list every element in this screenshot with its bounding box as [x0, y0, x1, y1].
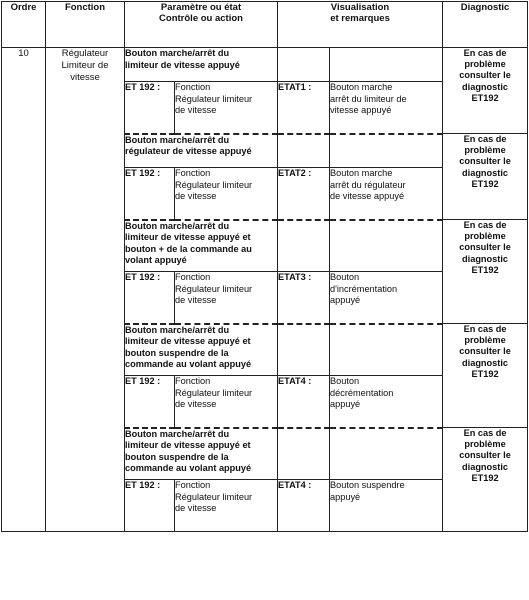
diagnostic-line: problème — [464, 231, 506, 242]
diagnostic-line: En cas de — [463, 324, 507, 334]
diagnostic-line: consulter le — [459, 450, 511, 461]
etat-code: ETAT3 : — [278, 272, 312, 282]
et-code: ET 192 : — [125, 168, 161, 178]
remarque-cell — [330, 376, 443, 428]
et-function-line: Fonction — [175, 480, 211, 490]
remarque-line: appuyé — [330, 399, 361, 409]
condition-line: limiteur de vitesse appuyé et — [125, 440, 251, 450]
header-fonction: Fonction — [46, 2, 125, 48]
diagnostic-line: consulter le — [459, 156, 511, 167]
et-code: ET 192 : — [125, 82, 161, 92]
diagnostic-table — [1, 1, 528, 532]
remarque-line: Bouton marche — [330, 82, 393, 92]
et-function-line: Régulateur limiteur — [175, 491, 253, 502]
remarque-cell — [330, 168, 443, 220]
etat-cell — [278, 168, 330, 220]
remarque-line: arrêt du limiteur de — [330, 93, 407, 104]
fonction-line: Régulateur — [61, 48, 109, 59]
et-function-cell — [175, 168, 278, 220]
et-code: ET 192 : — [125, 376, 161, 386]
diagnostic-line: ET192 — [471, 178, 499, 189]
condition-row — [2, 48, 528, 82]
diagnostic-cell — [443, 428, 528, 532]
empty-cell — [278, 428, 330, 480]
et-function-line: de vitesse — [175, 105, 217, 115]
etat-code: ETAT4 : — [278, 480, 312, 490]
remarque-cell — [330, 272, 443, 324]
diagnostic-line: ET192 — [471, 368, 499, 379]
fonction-line: vitesse — [70, 71, 100, 83]
condition-line: bouton suspendre de la — [125, 347, 229, 358]
fonction-cell — [46, 48, 125, 532]
fonction-line: Limiteur de — [61, 59, 109, 71]
empty-cell — [278, 324, 330, 376]
et-function-cell — [175, 82, 278, 134]
ordre-cell — [2, 48, 46, 532]
et-function-line: de vitesse — [175, 191, 217, 201]
condition-line: Bouton marche/arrêt du — [125, 134, 230, 145]
et-code-cell — [125, 272, 175, 324]
etat-code: ETAT4 : — [278, 376, 312, 386]
diagnostic-line: problème — [464, 59, 506, 70]
diagnostic-line: problème — [464, 439, 506, 450]
remarque-line: Bouton suspendre — [330, 480, 405, 490]
condition-line: limiteur de vitesse appuyé et — [125, 336, 251, 346]
condition-line: régulateur de vitesse appuyé — [125, 146, 252, 156]
document-page — [1, 1, 528, 598]
header-visualisation: Visualisation et remarques — [278, 2, 443, 48]
condition-line: Bouton marche/arrêt du — [125, 220, 230, 231]
et-code-cell — [125, 480, 175, 532]
condition-line: commande au volant appuyé — [125, 463, 252, 473]
et-function-line: Fonction — [175, 376, 211, 386]
remarque-line: appuyé — [330, 295, 361, 305]
et-code: ET 192 : — [125, 480, 161, 490]
remarque-cell — [330, 82, 443, 134]
empty-cell — [330, 324, 443, 376]
remarque-line: d'incrémentation — [330, 283, 398, 294]
remarque-line: appuyé — [330, 491, 361, 502]
diagnostic-cell — [443, 134, 528, 220]
empty-cell — [278, 220, 330, 272]
empty-cell — [330, 220, 443, 272]
header-row — [2, 2, 528, 48]
condition-cell — [125, 134, 278, 168]
diagnostic-line: consulter le — [459, 346, 511, 357]
et-function-line: Fonction — [175, 168, 211, 178]
condition-line: Bouton marche/arrêt du — [125, 428, 230, 439]
et-function-line: Fonction — [175, 272, 211, 282]
diagnostic-line: diagnostic — [462, 253, 508, 264]
condition-cell — [125, 48, 278, 82]
header-parametre: Paramètre ou état Contrôle ou action — [125, 2, 278, 48]
etat-cell — [278, 82, 330, 134]
header-diagnostic: Diagnostic — [443, 2, 528, 48]
etat-cell — [278, 272, 330, 324]
diagnostic-line: En cas de — [463, 134, 507, 144]
et-function-line: Fonction — [175, 82, 211, 92]
condition-line: Bouton marche/arrêt du — [125, 324, 230, 335]
diagnostic-line: En cas de — [463, 220, 507, 230]
remarque-line: Bouton — [330, 272, 360, 282]
et-function-line: Régulateur limiteur — [175, 93, 253, 104]
empty-cell — [278, 134, 330, 168]
condition-cell — [125, 428, 278, 480]
diagnostic-line: ET192 — [471, 472, 499, 483]
et-function-line: Régulateur limiteur — [175, 387, 253, 398]
diagnostic-line: diagnostic — [462, 357, 508, 368]
empty-cell — [330, 48, 443, 82]
empty-cell — [330, 134, 443, 168]
diagnostic-cell — [443, 48, 528, 134]
diagnostic-line: problème — [464, 335, 506, 346]
condition-line: bouton suspendre de la — [125, 451, 229, 462]
remarque-line: arrêt du régulateur — [330, 179, 406, 190]
diagnostic-line: consulter le — [459, 242, 511, 253]
condition-line: volant appuyé — [125, 255, 187, 265]
et-code: ET 192 : — [125, 272, 161, 282]
condition-line: commande au volant appuyé — [125, 359, 252, 369]
diagnostic-line: ET192 — [471, 264, 499, 275]
et-function-line: Régulateur limiteur — [175, 179, 253, 190]
remarque-line: de vitesse appuyé — [330, 191, 405, 201]
diagnostic-line: En cas de — [463, 48, 507, 58]
diagnostic-cell — [443, 220, 528, 324]
etat-cell — [278, 480, 330, 532]
et-function-cell — [175, 376, 278, 428]
remarque-line: Bouton marche — [330, 168, 393, 178]
diagnostic-line: ET192 — [471, 92, 499, 103]
diagnostic-line: problème — [464, 145, 506, 156]
remarque-line: vitesse appuyé — [330, 105, 392, 115]
remarque-cell — [330, 480, 443, 532]
etat-cell — [278, 376, 330, 428]
diagnostic-line: consulter le — [459, 70, 511, 81]
diagnostic-line: diagnostic — [462, 81, 508, 92]
condition-cell — [125, 220, 278, 272]
etat-code: ETAT2 : — [278, 168, 312, 178]
condition-line: limiteur de vitesse appuyé — [125, 59, 240, 70]
remarque-line: Bouton — [330, 376, 360, 386]
et-code-cell — [125, 82, 175, 134]
condition-line: bouton + de la commande au — [125, 243, 252, 254]
diagnostic-line: En cas de — [463, 428, 507, 438]
diagnostic-cell — [443, 324, 528, 428]
condition-cell — [125, 324, 278, 376]
et-function-line: de vitesse — [175, 295, 217, 305]
et-function-line: Régulateur limiteur — [175, 283, 253, 294]
et-function-cell — [175, 480, 278, 532]
ordre-value: 10 — [18, 48, 29, 59]
et-code-cell — [125, 168, 175, 220]
et-function-line: de vitesse — [175, 399, 217, 409]
condition-line: Bouton marche/arrêt du — [125, 48, 230, 58]
condition-line: limiteur de vitesse appuyé et — [125, 232, 251, 242]
etat-code: ETAT1 : — [278, 82, 312, 92]
diagnostic-line: diagnostic — [462, 461, 508, 472]
empty-cell — [278, 48, 330, 82]
empty-cell — [330, 428, 443, 480]
diagnostic-line: diagnostic — [462, 167, 508, 178]
et-function-cell — [175, 272, 278, 324]
header-ordre: Ordre — [2, 2, 46, 48]
et-function-line: de vitesse — [175, 503, 217, 513]
et-code-cell — [125, 376, 175, 428]
remarque-line: décrémentation — [330, 387, 394, 398]
